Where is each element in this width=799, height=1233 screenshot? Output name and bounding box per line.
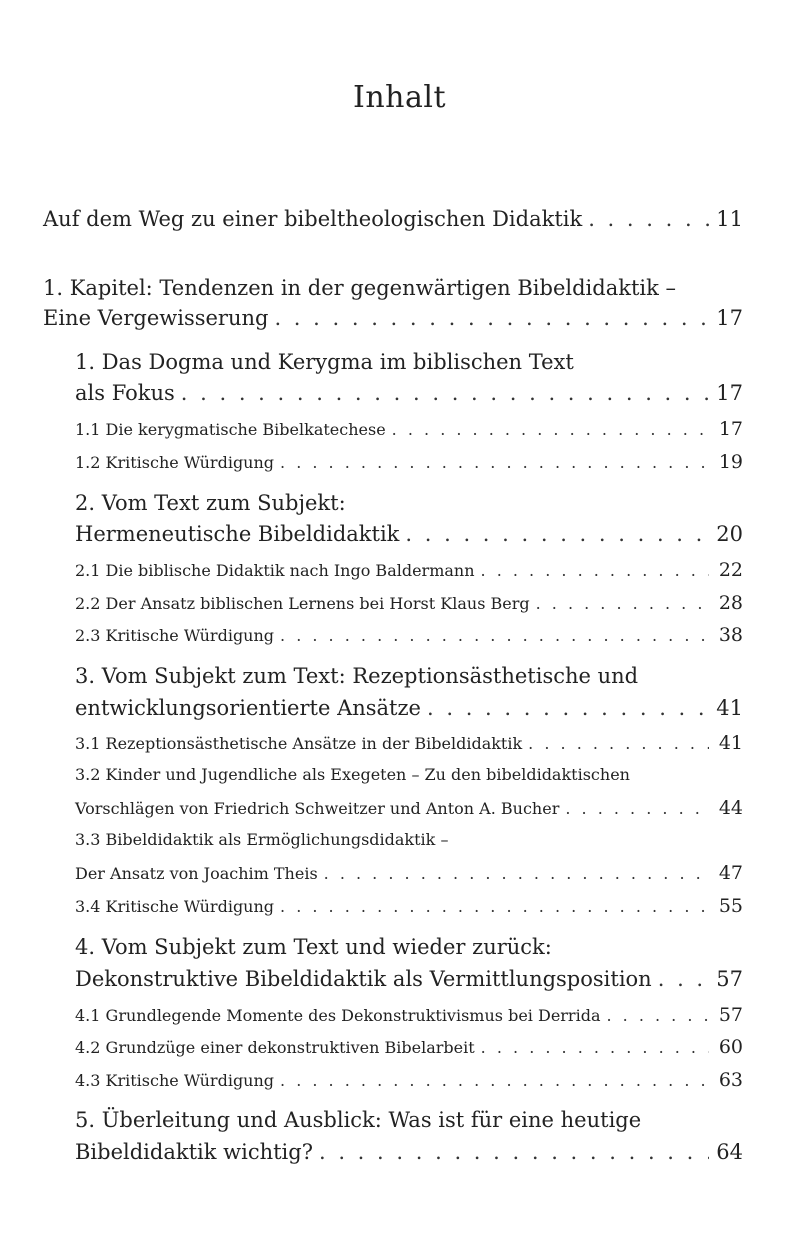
toc-entry-label: Dekonstruktive Bibeldidaktik als Vermittlungsposition [75,967,652,991]
toc-section-heading: 3. Vom Subjekt zum Text: Rezeptionsästhetische und [75,664,639,688]
leader-dots [588,207,709,231]
toc-page-number: 57 [718,1004,743,1026]
toc-page-number: 22 [718,559,743,581]
toc-entry-label: 2.1 Die biblische Didaktik nach Ingo Baldermann [75,561,475,580]
toc-entry-section-5[interactable] [75,1140,743,1164]
toc-entry-subsection[interactable] [75,732,743,754]
toc-section-heading: 1. Das Dogma und Kerygma im biblischen Text [75,350,574,374]
toc-entry-subsection[interactable] [75,862,743,884]
toc-chapter-heading: 1. Kapitel: Tendenzen in der gegenwärtigen Bibeldidaktik – [43,276,676,300]
toc-page-number: 57 [716,967,743,991]
toc-entry-label: Der Ansatz von Joachim Theis [75,864,318,883]
toc-entry-label: 4.2 Grundzüge einer dekonstruktiven Bibelarbeit [75,1038,475,1057]
leader-dots [528,734,709,753]
toc-page-number: 41 [716,696,743,720]
toc-entry-label: 4.1 Grundlegende Momente des Dekonstruktivismus bei Derrida [75,1006,601,1025]
toc-entry-label: 2.2 Der Ansatz biblischen Lernens bei Horst Klaus Berg [75,594,530,613]
toc-subsection-heading: 3.2 Kinder und Jugendliche als Exegeten – Zu den bibeldidaktischen [75,765,630,784]
leader-dots [405,522,709,546]
toc-entry-label: 2.3 Kritische Würdigung [75,626,275,645]
leader-dots [536,594,709,613]
toc-page-number: 17 [716,381,743,405]
toc-entry-section-2[interactable] [75,522,743,546]
toc-entry-label: entwicklungsorientierte Ansätze [75,696,421,720]
leader-dots [280,1071,709,1090]
leader-dots [280,897,709,916]
toc-page-number: 17 [716,306,743,330]
toc-entry-label: Hermeneutische Bibeldidaktik [75,522,400,546]
toc-page-number: 19 [718,451,743,473]
toc-entry-chapter-1[interactable] [43,306,743,330]
toc-section-heading: 5. Überleitung und Ausblick: Was ist für eine heutige [75,1108,642,1132]
toc-entry-subsection[interactable] [75,1069,743,1091]
toc-entry-subsection[interactable] [75,895,743,917]
leader-dots [606,1006,709,1025]
toc-entry-subsection[interactable] [75,797,743,819]
toc-entry-label: Eine Vergewisserung [43,306,269,330]
leader-dots [565,799,709,818]
toc-page-number: 44 [718,797,743,819]
toc-page-number: 64 [716,1140,743,1164]
toc-page-number: 17 [718,418,743,440]
toc-entry-label: Bibeldidaktik wichtig? [75,1140,313,1164]
leader-dots [324,864,709,883]
toc-entry-subsection[interactable] [75,451,743,473]
leader-dots [280,453,709,472]
toc-page-number: 11 [716,207,743,231]
toc-entry-subsection[interactable] [75,559,743,581]
toc-entry-subsection[interactable] [75,1004,743,1026]
leader-dots [274,306,709,330]
toc-entry-subsection[interactable] [75,592,743,614]
leader-dots [658,967,709,991]
leader-dots [481,561,709,580]
toc-entry-label: 3.1 Rezeptionsästhetische Ansätze in der Bibeldidaktik [75,734,523,753]
toc-entry-subsection[interactable] [75,624,743,646]
leader-dots [319,1140,709,1164]
toc-entry-section-1[interactable] [75,381,743,405]
toc-page-number: 60 [718,1036,743,1058]
toc-entry-label: 3.4 Kritische Würdigung [75,897,275,916]
page-title: Inhalt [352,80,447,115]
toc-entry-label: 4.3 Kritische Würdigung [75,1071,275,1090]
toc-page-number: 28 [718,592,743,614]
toc-page-number: 55 [718,895,743,917]
toc-section-heading: 2. Vom Text zum Subjekt: [75,491,346,515]
leader-dots [427,696,709,720]
toc-entry-label: 1.2 Kritische Würdigung [75,453,275,472]
toc-page-number: 63 [718,1069,743,1091]
toc-entry-label: als Fokus [75,381,175,405]
toc-entry-label: 1.1 Die kerygmatische Bibelkatechese [75,420,386,439]
toc-page-number: 20 [716,522,743,546]
toc-page-number: 38 [718,624,743,646]
toc-entry-subsection[interactable] [75,1036,743,1058]
toc-entry-label: Vorschlägen von Friedrich Schweitzer und Anton A. Bucher [75,799,560,818]
toc-page-number: 41 [718,732,743,754]
toc-subsection-heading: 3.3 Bibeldidaktik als Ermöglichungsdidaktik – [75,830,449,849]
leader-dots [392,420,709,439]
toc-page-number: 47 [718,862,743,884]
toc-entry-subsection[interactable] [75,418,743,440]
toc-section-heading: 4. Vom Subjekt zum Text und wieder zurück: [75,935,552,959]
toc-entry-section-4[interactable] [75,967,743,991]
toc-entry-intro[interactable] [43,207,743,231]
toc-entry-label: Auf dem Weg zu einer bibeltheologischen Didaktik [43,207,583,231]
leader-dots [481,1038,709,1057]
toc-entry-section-3[interactable] [75,696,743,720]
leader-dots [280,626,709,645]
leader-dots [181,381,709,405]
